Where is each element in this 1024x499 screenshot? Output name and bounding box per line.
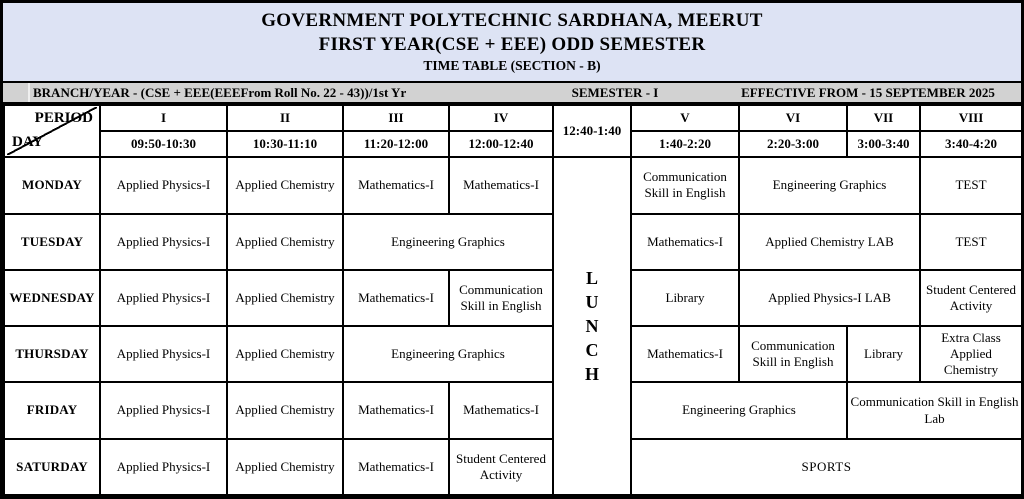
period-header-5: V <box>631 105 739 131</box>
class-cell: Mathematics-I <box>631 326 739 382</box>
class-cell: Applied Chemistry LAB <box>739 214 920 270</box>
lunch-column <box>553 157 631 495</box>
class-cell: Mathematics-I <box>343 270 449 326</box>
class-cell: Mathematics-I <box>343 382 449 438</box>
class-cell: Communication Skill in English <box>449 270 553 326</box>
class-cell: Applied Chemistry <box>227 439 343 495</box>
class-cell: Student Centered Activity <box>920 270 1022 326</box>
class-cell: Mathematics-I <box>631 214 739 270</box>
day-label-tuesday: TUESDAY <box>4 214 100 270</box>
corner-day-label: DAY <box>12 134 44 151</box>
corner-diagonal <box>7 107 97 155</box>
lunch-letter: C <box>585 340 599 361</box>
period-time-7: 3:00-3:40 <box>847 131 920 157</box>
class-cell: Applied Chemistry <box>227 326 343 382</box>
meta-row <box>3 83 1021 104</box>
lunch-letter: H <box>584 364 599 385</box>
lunch-label <box>556 269 628 383</box>
class-cell: Extra Class Applied Chemistry <box>920 326 1022 382</box>
day-label-thursday: THURSDAY <box>4 326 100 382</box>
class-cell: Engineering Graphics <box>739 157 920 213</box>
class-cell: TEST <box>920 214 1022 270</box>
class-cell: Mathematics-I <box>343 439 449 495</box>
class-cell: Mathematics-I <box>343 157 449 213</box>
period-time-8: 3:40-4:20 <box>920 131 1022 157</box>
day-label-wednesday: WEDNESDAY <box>4 270 100 326</box>
title-block <box>3 3 1021 83</box>
period-time-5: 1:40-2:20 <box>631 131 739 157</box>
class-cell: Applied Chemistry <box>227 270 343 326</box>
timetable-grid <box>3 104 1023 496</box>
period-time-4: 12:00-12:40 <box>449 131 553 157</box>
class-cell: Applied Physics-I <box>100 270 227 326</box>
meta-spacer <box>3 83 30 102</box>
branch-year-label: BRANCH/YEAR - (CSE + EEE(EEEFrom Roll No. 22 - 43))/1st Yr <box>33 84 407 100</box>
class-cell: Applied Physics-I <box>100 439 227 495</box>
class-cell: Communication Skill in English <box>739 326 847 382</box>
corner-period-label: PERIOD <box>34 110 93 127</box>
class-cell: Engineering Graphics <box>343 214 553 270</box>
class-cell: Applied Chemistry <box>227 382 343 438</box>
class-cell: Applied Physics-I <box>100 214 227 270</box>
class-cell: Mathematics-I <box>449 157 553 213</box>
lunch-time-header: 12:40-1:40 <box>553 105 631 157</box>
class-cell: Applied Physics-I <box>100 157 227 213</box>
period-day-corner-cell <box>4 105 100 157</box>
class-cell: Library <box>847 326 920 382</box>
day-label-monday: MONDAY <box>4 157 100 213</box>
period-time-6: 2:20-3:00 <box>739 131 847 157</box>
lunch-letter: N <box>585 316 599 337</box>
period-header-4: IV <box>449 105 553 131</box>
class-cell: Communication Skill in English <box>631 157 739 213</box>
timetable-section-title: TIME TABLE (SECTION - B) <box>423 58 601 73</box>
semester-label: SEMESTER - I <box>571 84 659 100</box>
class-cell: Engineering Graphics <box>631 382 847 438</box>
class-cell: Applied Chemistry <box>227 214 343 270</box>
class-cell: TEST <box>920 157 1022 213</box>
class-cell: Applied Physics-I <box>100 326 227 382</box>
class-cell: Engineering Graphics <box>343 326 553 382</box>
year-semester-title: FIRST YEAR(CSE + EEE) ODD SEMESTER <box>318 34 706 55</box>
effective-from-label: EFFECTIVE FROM - 15 SEPTEMBER 2025 <box>741 84 995 100</box>
class-cell: Applied Physics-I <box>100 382 227 438</box>
class-cell: Mathematics-I <box>449 382 553 438</box>
lunch-letter: U <box>585 292 599 313</box>
period-header-1: I <box>100 105 227 131</box>
period-header-2: II <box>227 105 343 131</box>
class-cell: Applied Physics-I LAB <box>739 270 920 326</box>
period-header-6: VI <box>739 105 847 131</box>
class-cell: Library <box>631 270 739 326</box>
period-time-2: 10:30-11:10 <box>227 131 343 157</box>
institution-title: GOVERNMENT POLYTECHNIC SARDHANA, MEERUT <box>261 10 763 31</box>
class-cell: Communication Skill in English Lab <box>847 382 1022 438</box>
class-cell: SPORTS <box>631 439 1022 495</box>
period-time-3: 11:20-12:00 <box>343 131 449 157</box>
period-time-1: 09:50-10:30 <box>100 131 227 157</box>
day-label-saturday: SATURDAY <box>4 439 100 495</box>
class-cell: Applied Chemistry <box>227 157 343 213</box>
period-header-8: VIII <box>920 105 1022 131</box>
class-cell: Student Centered Activity <box>449 439 553 495</box>
lunch-letter: L <box>585 268 598 289</box>
period-header-3: III <box>343 105 449 131</box>
period-header-7: VII <box>847 105 920 131</box>
day-label-friday: FRIDAY <box>4 382 100 438</box>
